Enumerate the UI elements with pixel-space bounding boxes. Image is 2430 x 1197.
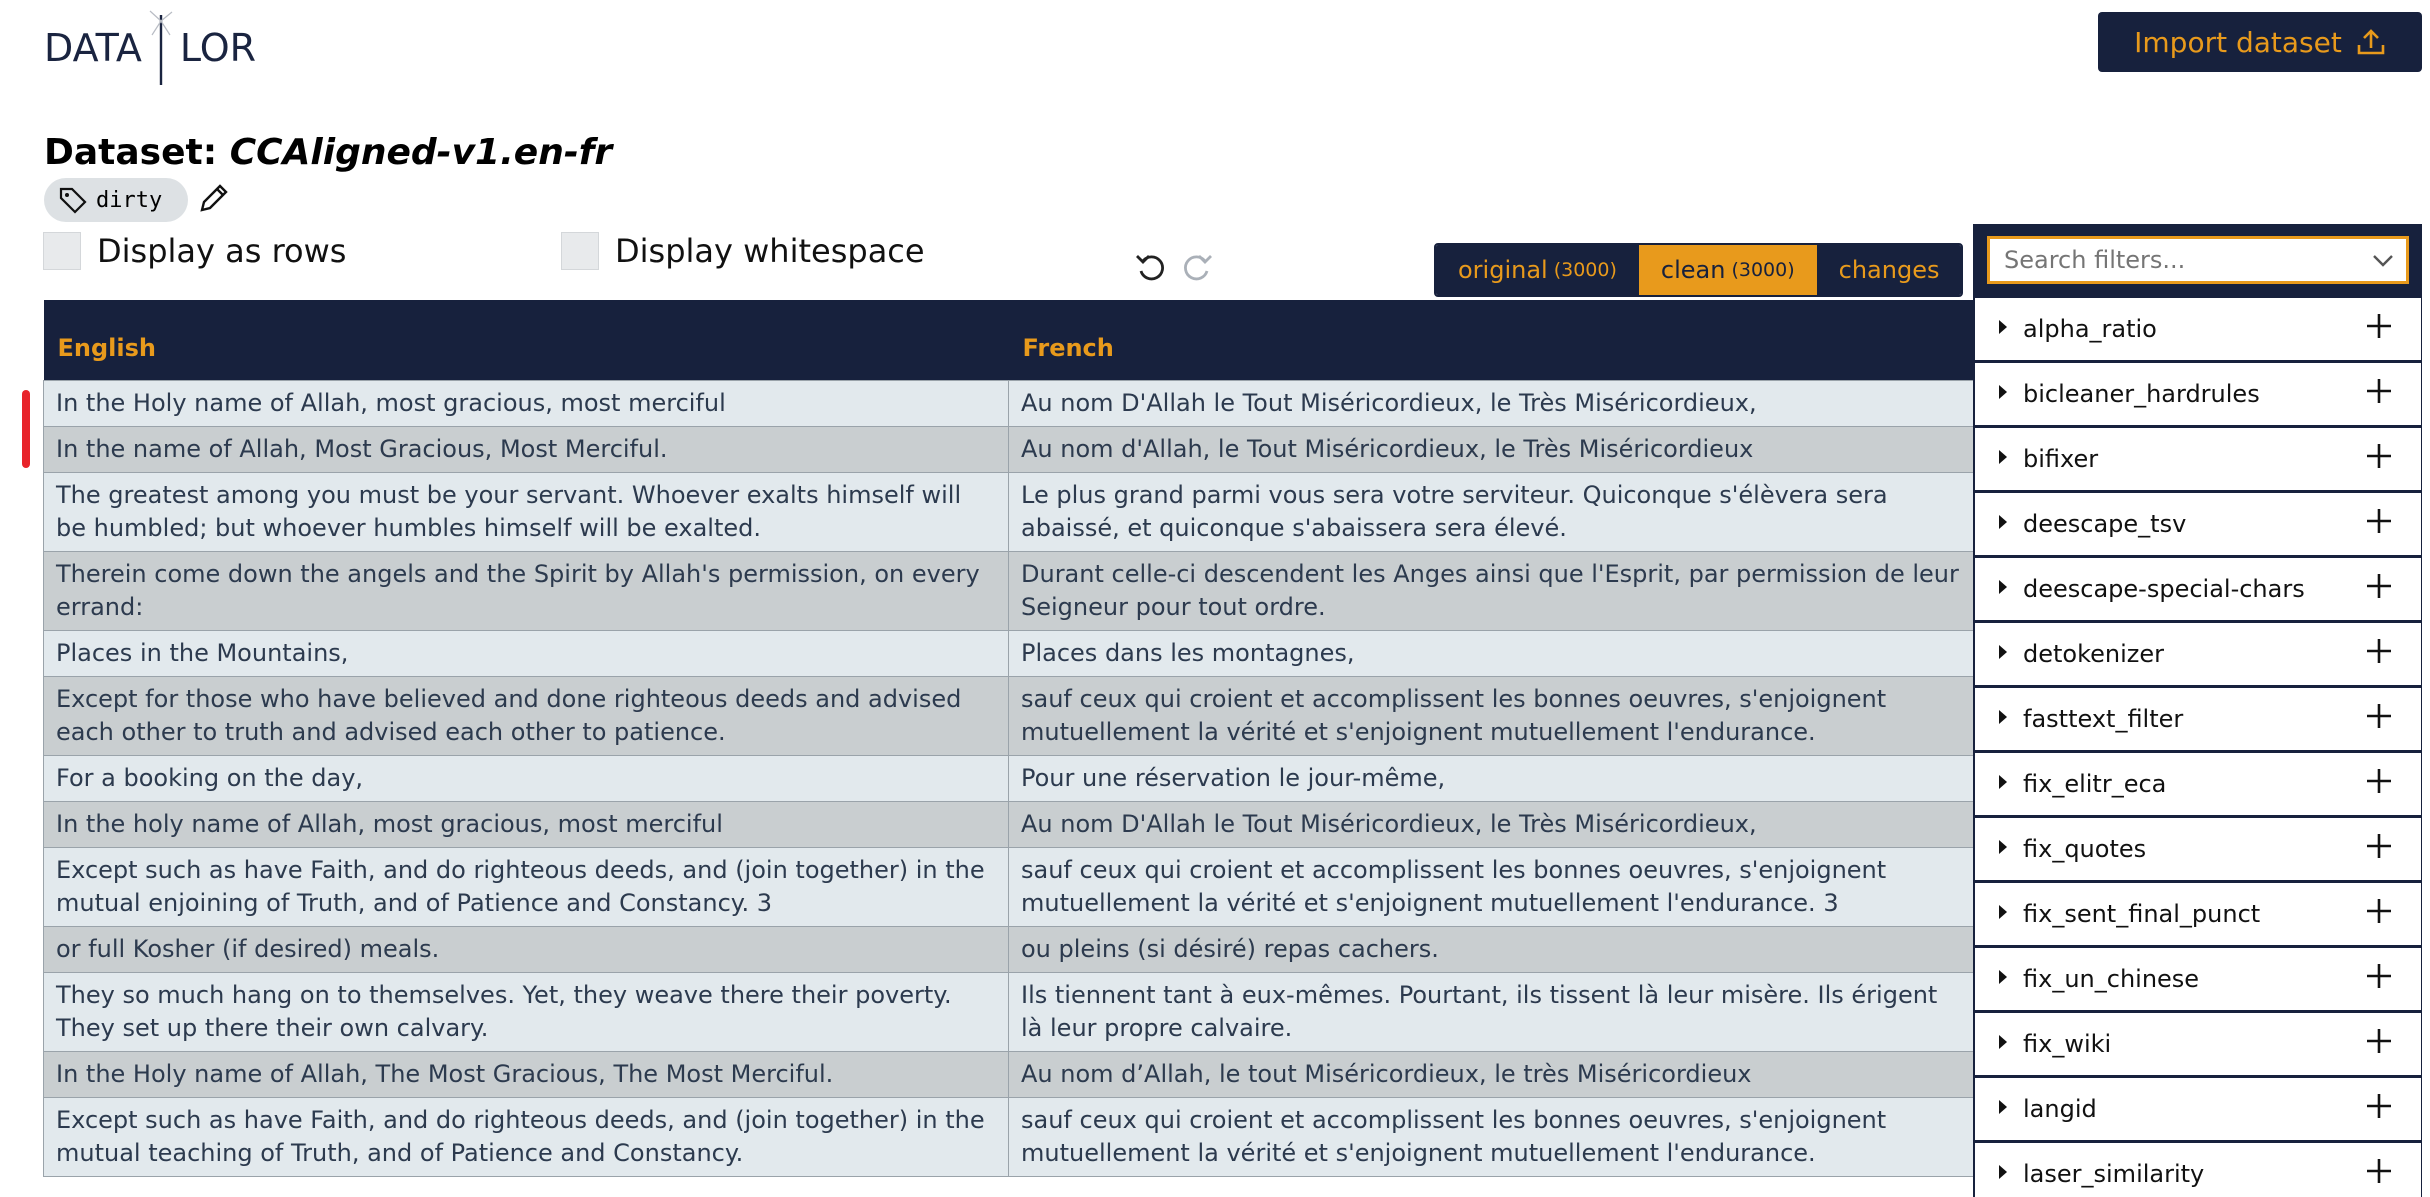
expand-triangle-icon[interactable] — [1999, 385, 2007, 399]
filter-item-label: fix_quotes — [2023, 835, 2147, 863]
logo-text-left: DATA — [44, 26, 142, 70]
cell-french[interactable]: Au nom d'Allah, le Tout Miséricordieux, le Très Miséricordieux — [1009, 426, 1974, 472]
cell-french[interactable]: Places dans les montagnes, — [1009, 630, 1974, 676]
filter-item-label: fix_wiki — [2023, 1030, 2112, 1058]
filter-item-label: fasttext_filter — [2023, 705, 2184, 733]
dataset-table — [43, 300, 1973, 1177]
expand-triangle-icon[interactable] — [1999, 710, 2007, 724]
dataset-name: CCAligned-v1.en-fr — [229, 132, 613, 173]
filter-list — [1975, 298, 2421, 1197]
filter-item[interactable] — [1975, 753, 2421, 817]
tab-original-count: (3000) — [1553, 259, 1617, 281]
filter-item[interactable] — [1975, 883, 2421, 947]
add-filter-icon[interactable] — [2365, 1027, 2393, 1055]
page-title — [44, 132, 612, 173]
filter-item-label: detokenizer — [2023, 640, 2165, 668]
dataset-tag-badge[interactable] — [44, 178, 188, 222]
add-filter-icon[interactable] — [2365, 312, 2393, 340]
tab-clean-count: (3000) — [1731, 259, 1795, 281]
cell-english[interactable]: Places in the Mountains, — [44, 630, 1009, 676]
cell-french[interactable]: Au nom d’Allah, le tout Miséricordieux, le très Miséricordieux — [1009, 1051, 1974, 1097]
add-filter-icon[interactable] — [2365, 442, 2393, 470]
windmill-icon — [142, 9, 180, 87]
filter-item[interactable] — [1975, 948, 2421, 1012]
filter-item[interactable] — [1975, 493, 2421, 557]
table-row[interactable] — [44, 426, 1974, 472]
add-filter-icon[interactable] — [2365, 637, 2393, 665]
filters-panel — [1973, 224, 2422, 1197]
cell-english[interactable]: In the name of Allah, Most Gracious, Most Merciful. — [44, 426, 1009, 472]
filter-item[interactable] — [1975, 623, 2421, 687]
expand-triangle-icon[interactable] — [1999, 580, 2007, 594]
filter-item[interactable] — [1975, 363, 2421, 427]
cell-english[interactable]: Therein come down the angels and the Spirit by Allah's permission, on every errand: — [44, 551, 1009, 630]
filter-item[interactable] — [1975, 1013, 2421, 1077]
table-row[interactable] — [44, 926, 1974, 972]
cell-english[interactable]: Except such as have Faith, and do righteous deeds, and (join together) in the mutual enjoining of Truth, and of Patience and Constancy. 3 — [44, 847, 1009, 926]
cell-english[interactable]: For a booking on the day, — [44, 755, 1009, 801]
cell-english[interactable]: In the Holy name of Allah, The Most Gracious, The Most Merciful. — [44, 1051, 1009, 1097]
logo-text-right: LOR — [179, 26, 257, 70]
expand-triangle-icon[interactable] — [1999, 1165, 2007, 1179]
chevron-down-icon[interactable] — [2370, 247, 2396, 273]
filter-item-label: fix_un_chinese — [2023, 965, 2200, 993]
cell-french[interactable]: Pour une réservation le jour-même, — [1009, 755, 1974, 801]
cell-french[interactable]: sauf ceux qui croient et accomplissent les bonnes oeuvres, s'enjoignent mutuellement la vérité et s'enjoignent mutuellement l'endurance. — [1009, 676, 1974, 755]
table-row[interactable] — [44, 676, 1974, 755]
tab-changes-label: changes — [1838, 256, 1940, 284]
column-header-french[interactable]: French — [1009, 300, 1974, 380]
cell-french[interactable]: ou pleins (si désiré) repas cachers. — [1009, 926, 1974, 972]
cell-english[interactable]: In the holy name of Allah, most gracious, most merciful — [44, 801, 1009, 847]
expand-triangle-icon[interactable] — [1999, 840, 2007, 854]
tab-original-label: original — [1458, 256, 1548, 284]
filter-search-box[interactable] — [1987, 236, 2409, 284]
undo-icon[interactable] — [1134, 250, 1170, 286]
add-filter-icon[interactable] — [2365, 897, 2393, 925]
add-filter-icon[interactable] — [2365, 962, 2393, 990]
filter-item-label: fix_sent_final_punct — [2023, 900, 2261, 928]
display-rows-option[interactable] — [43, 232, 346, 270]
filter-item[interactable] — [1975, 298, 2421, 362]
table-row[interactable] — [44, 1051, 1974, 1097]
filter-item-label: deescape_tsv — [2023, 510, 2187, 538]
add-filter-icon[interactable] — [2365, 507, 2393, 535]
display-rows-label: Display as rows — [97, 232, 347, 270]
filter-search-input[interactable] — [2002, 245, 2366, 275]
cell-english[interactable]: In the Holy name of Allah, most gracious, most merciful — [44, 380, 1009, 426]
table-row[interactable] — [44, 755, 1974, 801]
import-dataset-button[interactable] — [2098, 12, 2422, 72]
dataset-prefix: Dataset: — [44, 132, 218, 173]
expand-triangle-icon[interactable] — [1999, 515, 2007, 529]
filter-item-label: bifixer — [2023, 445, 2099, 473]
filter-item[interactable] — [1975, 1078, 2421, 1142]
cell-english[interactable]: The greatest among you must be your servant. Whoever exalts himself will be humbled; but whoever humbles himself will be exalted. — [44, 472, 1009, 551]
filter-item[interactable] — [1975, 558, 2421, 622]
table-row[interactable] — [44, 847, 1974, 926]
cell-french[interactable]: Au nom D'Allah le Tout Miséricordieux, le Très Miséricordieux, — [1009, 380, 1974, 426]
display-whitespace-label: Display whitespace — [615, 232, 925, 270]
expand-triangle-icon[interactable] — [1999, 905, 2007, 919]
expand-triangle-icon[interactable] — [1999, 970, 2007, 984]
tab-clean[interactable] — [1639, 245, 1817, 295]
column-header-english[interactable]: English — [44, 300, 1009, 380]
selected-row-indicator — [22, 390, 30, 468]
add-filter-icon[interactable] — [2365, 1157, 2393, 1185]
filter-item-label: alpha_ratio — [2023, 315, 2157, 343]
tag-icon — [58, 185, 88, 215]
expand-triangle-icon[interactable] — [1999, 1100, 2007, 1114]
expand-triangle-icon[interactable] — [1999, 1035, 2007, 1049]
pencil-icon[interactable] — [196, 180, 232, 216]
filter-item-label: bicleaner_hardrules — [2023, 380, 2260, 408]
table-row[interactable] — [44, 630, 1974, 676]
tag-label: dirty — [96, 187, 163, 213]
import-dataset-label: Import dataset — [2134, 25, 2342, 59]
dataset-table-container — [43, 300, 1973, 1197]
filter-item-label: laser_similarity — [2023, 1160, 2205, 1188]
cell-french[interactable]: Le plus grand parmi vous sera votre serviteur. Quiconque s'élèvera sera abaissé, et quiconque s'abaissera sera élevé. — [1009, 472, 1974, 551]
add-filter-icon[interactable] — [2365, 377, 2393, 405]
add-filter-icon[interactable] — [2365, 832, 2393, 860]
add-filter-icon[interactable] — [2365, 702, 2393, 730]
add-filter-icon[interactable] — [2365, 572, 2393, 600]
cell-english[interactable]: or full Kosher (if desired) meals. — [44, 926, 1009, 972]
table-row[interactable] — [44, 801, 1974, 847]
cell-french[interactable]: sauf ceux qui croient et accomplissent les bonnes oeuvres, s'enjoignent mutuellement la vérité et s'enjoignent mutuellement l'endurance. — [1009, 1097, 1974, 1176]
table-row[interactable] — [44, 1097, 1974, 1176]
filter-item[interactable] — [1975, 818, 2421, 882]
redo-icon[interactable] — [1178, 250, 1214, 286]
display-whitespace-option[interactable] — [561, 232, 925, 270]
table-row[interactable] — [44, 972, 1974, 1051]
cell-english[interactable]: Except for those who have believed and done righteous deeds and advised each other to truth and advised each other to patience. — [44, 676, 1009, 755]
datalor-logo — [44, 12, 256, 84]
table-row[interactable] — [44, 551, 1974, 630]
filter-item-label: langid — [2023, 1095, 2097, 1123]
cell-english[interactable]: Except such as have Faith, and do righteous deeds, and (join together) in the mutual teaching of Truth, and of Patience and Constancy. — [44, 1097, 1009, 1176]
cell-french[interactable]: sauf ceux qui croient et accomplissent les bonnes oeuvres, s'enjoignent mutuellement la vérité et s'enjoignent mutuellement l'endurance. 3 — [1009, 847, 1974, 926]
tab-clean-label: clean — [1660, 256, 1726, 284]
upload-icon — [2356, 27, 2386, 57]
expand-triangle-icon[interactable] — [1999, 645, 2007, 659]
table-row[interactable] — [44, 472, 1974, 551]
expand-triangle-icon[interactable] — [1999, 320, 2007, 334]
tab-original[interactable] — [1436, 245, 1639, 295]
add-filter-icon[interactable] — [2365, 767, 2393, 795]
display-rows-checkbox[interactable] — [43, 232, 81, 270]
filter-item[interactable] — [1975, 1143, 2421, 1197]
view-tabs — [1434, 243, 1963, 297]
expand-triangle-icon[interactable] — [1999, 775, 2007, 789]
add-filter-icon[interactable] — [2365, 1092, 2393, 1120]
filter-item[interactable] — [1975, 428, 2421, 492]
cell-french[interactable]: Ils tiennent tant à eux-mêmes. Pourtant, ils tissent là leur misère. Ils érigent là leur propre calvaire. — [1009, 972, 1974, 1051]
cell-french[interactable]: Au nom D'Allah le Tout Miséricordieux, le Très Miséricordieux, — [1009, 801, 1974, 847]
cell-english[interactable]: They so much hang on to themselves. Yet, they weave there their poverty. They set up there their own calvary. — [44, 972, 1009, 1051]
filter-item-label: deescape-special-chars — [2023, 575, 2305, 603]
filter-item[interactable] — [1975, 688, 2421, 752]
tab-changes[interactable] — [1817, 245, 1962, 295]
cell-french[interactable]: Durant celle-ci descendent les Anges ainsi que l'Esprit, par permission de leur Seigneur pour tout ordre. — [1009, 551, 1974, 630]
filter-item-label: fix_elitr_eca — [2023, 770, 2167, 798]
display-whitespace-checkbox[interactable] — [561, 232, 599, 270]
expand-triangle-icon[interactable] — [1999, 450, 2007, 464]
table-row[interactable] — [44, 380, 1974, 426]
